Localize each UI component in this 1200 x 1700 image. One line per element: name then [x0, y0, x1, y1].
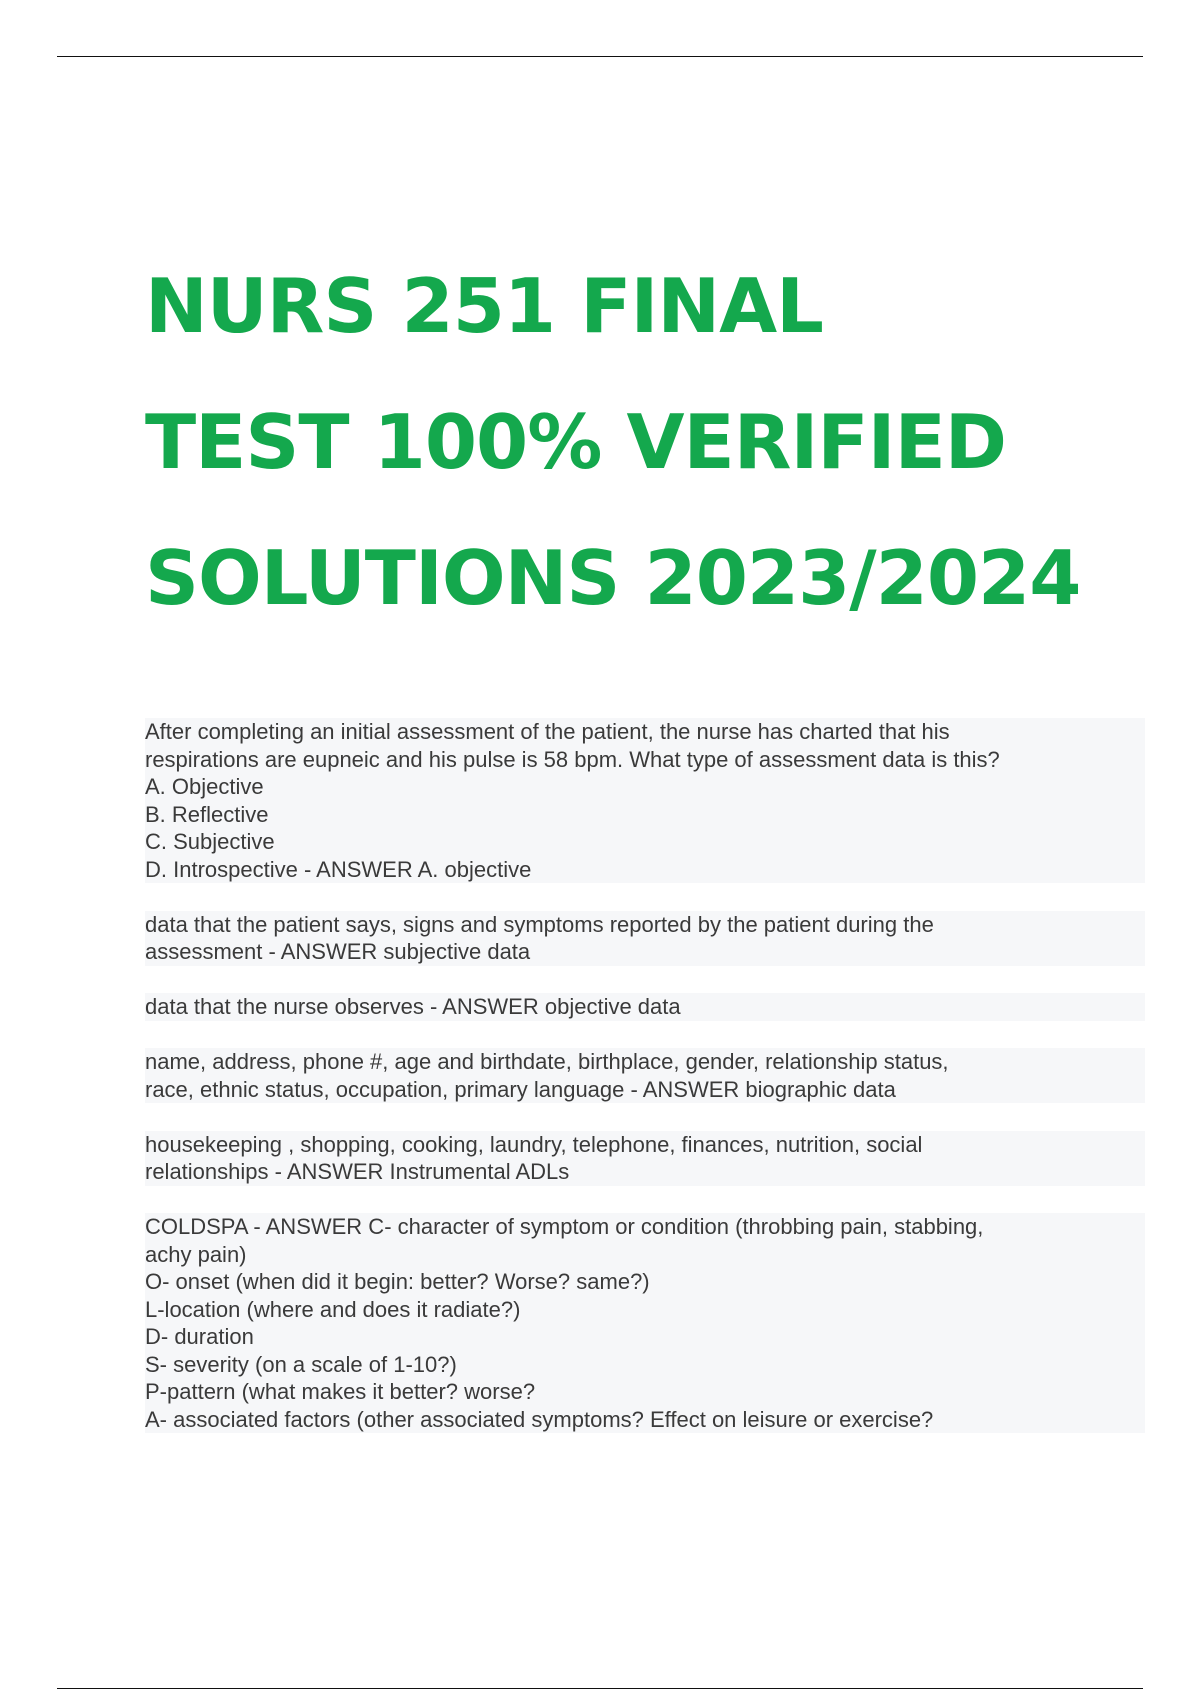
qa-line: A- associated factors (other associated symptoms? Effect on leisure or exercise? [145, 1406, 1145, 1434]
qa-block-assessment-type [145, 718, 1145, 883]
qa-line: race, ethnic status, occupation, primary language - ANSWER biographic data [145, 1076, 1145, 1104]
qa-line: P-pattern (what makes it better? worse? [145, 1378, 1145, 1406]
document-title [145, 238, 1080, 646]
qa-line: A. Objective [145, 773, 1145, 801]
qa-block-objective-data [145, 993, 1145, 1021]
qa-line: data that the patient says, signs and symptoms reported by the patient during the [145, 911, 1145, 939]
qa-line: C. Subjective [145, 828, 1145, 856]
qa-block-instrumental-adls [145, 1131, 1145, 1186]
title-line: SOLUTIONS 2023/2024 [145, 534, 1081, 622]
qa-line: O- onset (when did it begin: better? Worse? same?) [145, 1268, 1145, 1296]
qa-block-coldspa [145, 1213, 1145, 1433]
qa-line: name, address, phone #, age and birthdate, birthplace, gender, relationship status, [145, 1048, 1145, 1076]
qa-line: After completing an initial assessment of the patient, the nurse has charted that his [145, 718, 1145, 746]
qa-line: assessment - ANSWER subjective data [145, 938, 1145, 966]
qa-line: COLDSPA - ANSWER C- character of symptom or condition (throbbing pain, stabbing, [145, 1213, 1145, 1241]
qa-content [145, 718, 1145, 1461]
qa-line: housekeeping , shopping, cooking, laundry, telephone, finances, nutrition, social [145, 1131, 1145, 1159]
qa-block-subjective-data [145, 911, 1145, 966]
title-line: TEST 100% VERIFIED [145, 398, 1007, 486]
bottom-rule [57, 1688, 1143, 1689]
qa-line: achy pain) [145, 1241, 1145, 1269]
qa-block-biographic-data [145, 1048, 1145, 1103]
qa-line: data that the nurse observes - ANSWER objective data [145, 993, 1145, 1021]
qa-line: D- duration [145, 1323, 1145, 1351]
qa-line: L-location (where and does it radiate?) [145, 1296, 1145, 1324]
top-rule [57, 56, 1143, 57]
qa-line: relationships - ANSWER Instrumental ADLs [145, 1158, 1145, 1186]
title-line: NURS 251 FINAL [145, 262, 823, 350]
qa-line: S- severity (on a scale of 1-10?) [145, 1351, 1145, 1379]
qa-line: B. Reflective [145, 801, 1145, 829]
qa-line: D. Introspective - ANSWER A. objective [145, 856, 1145, 884]
qa-line: respirations are eupneic and his pulse is 58 bpm. What type of assessment data is this? [145, 746, 1145, 774]
